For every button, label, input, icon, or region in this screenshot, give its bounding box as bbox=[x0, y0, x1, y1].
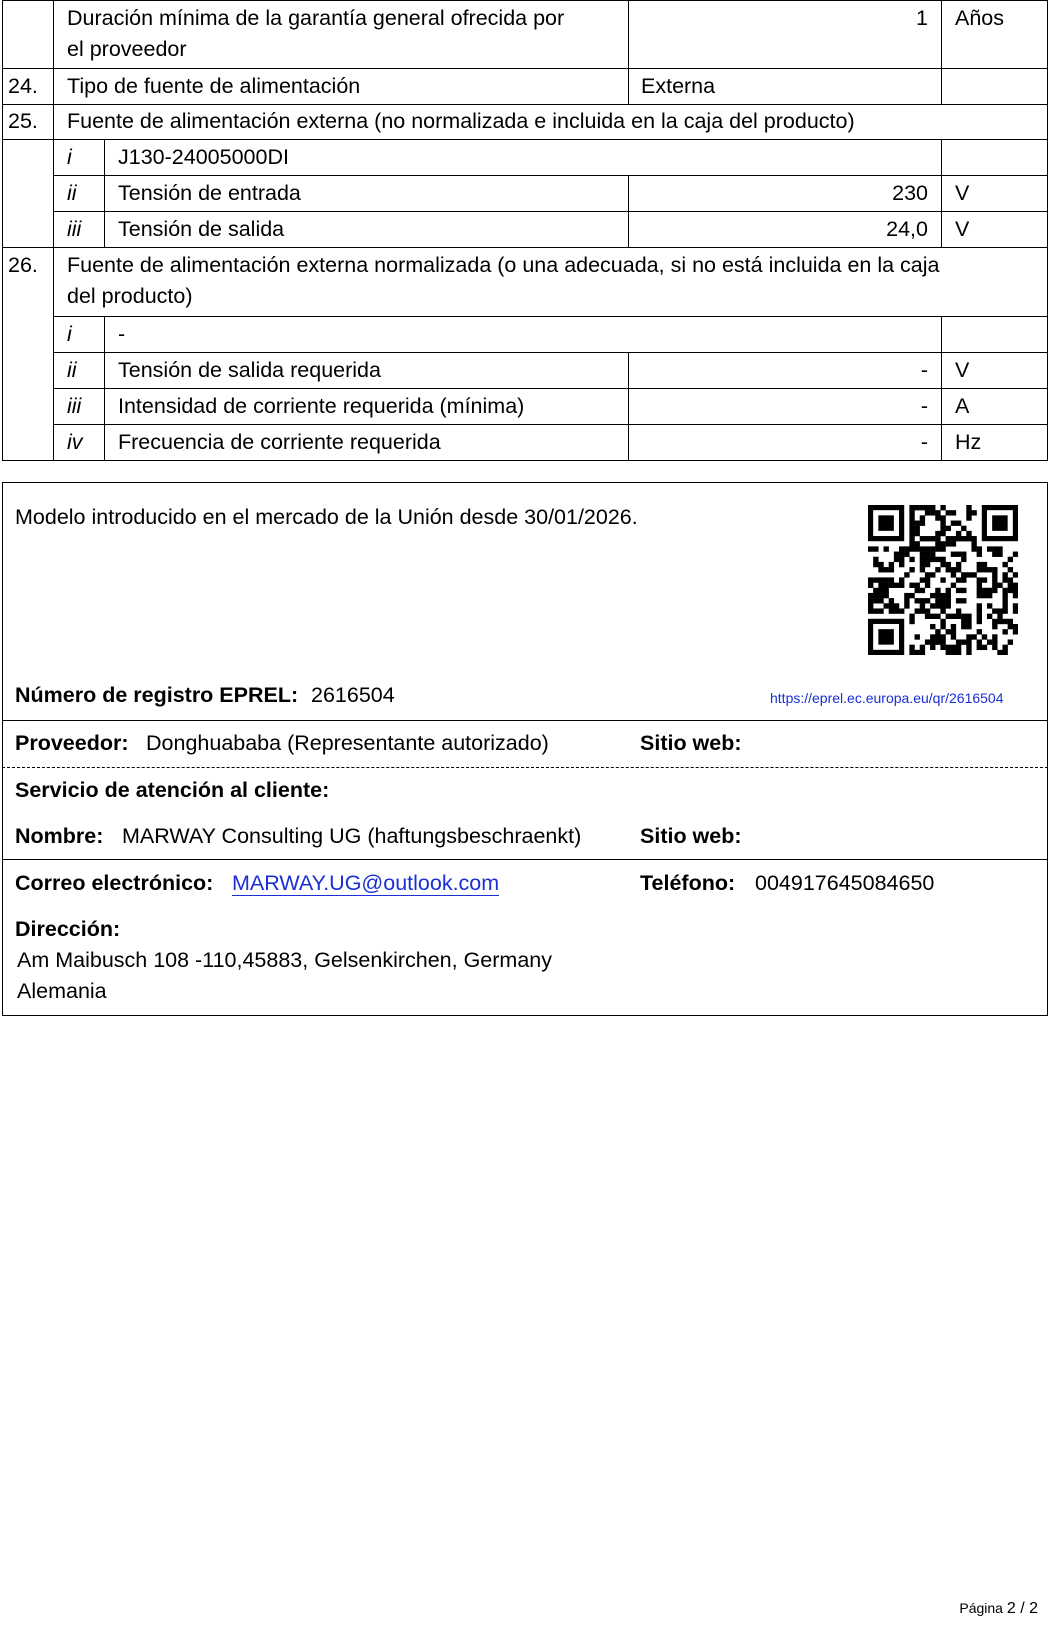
phone-label: Teléfono: bbox=[640, 871, 736, 895]
row-number-26: 26. bbox=[8, 253, 38, 277]
sub-roman: iv bbox=[67, 430, 83, 454]
input-voltage-label: Tensión de entrada bbox=[118, 181, 301, 205]
psu-model: J130-24005000DI bbox=[118, 145, 289, 169]
address-line2: Alemania bbox=[17, 979, 107, 1003]
email-label: Correo electrónico: bbox=[15, 871, 214, 895]
page-number: 2 / 2 bbox=[1006, 1600, 1038, 1617]
name-value: MARWAY Consulting UG (haftungsbeschraenkt) bbox=[122, 824, 582, 848]
required-frequency-label: Frecuencia de corriente requerida bbox=[118, 430, 441, 454]
warranty-label-line1: Duración mínima de la garantía general ofrecida por bbox=[67, 6, 565, 30]
page-label: Página bbox=[959, 1600, 1003, 1616]
input-voltage-unit: V bbox=[955, 181, 970, 205]
eprel-link[interactable]: https://eprel.ec.europa.eu/qr/2616504 bbox=[770, 690, 1004, 706]
sub-roman: ii bbox=[67, 358, 77, 382]
sub-roman: i bbox=[67, 145, 72, 169]
email-wrap bbox=[232, 868, 499, 898]
required-current-value: - bbox=[920, 394, 928, 418]
eprel-label: Número de registro EPREL: bbox=[15, 683, 299, 707]
phone-value: 004917645084650 bbox=[755, 871, 935, 895]
input-voltage-value: 230 bbox=[892, 181, 928, 205]
name-label: Nombre: bbox=[15, 824, 104, 848]
sub-roman: iii bbox=[67, 394, 82, 418]
supplier-value: Donghuababa (Representante autorizado) bbox=[146, 731, 549, 755]
required-output-voltage-label: Tensión de salida requerida bbox=[118, 358, 381, 382]
standard-psu-label-line1: Fuente de alimentación externa normalizada (o una adecuada, si no está incluida en la caja bbox=[67, 253, 940, 277]
power-supply-type-label: Tipo de fuente de alimentación bbox=[67, 74, 361, 98]
standard-psu-label-line2: del producto) bbox=[67, 284, 193, 308]
address-line1: Am Maibusch 108 -110,45883, Gelsenkirchen, Germany bbox=[17, 948, 552, 972]
supplier-website-label: Sitio web: bbox=[640, 731, 742, 755]
customer-service-label: Servicio de atención al cliente: bbox=[15, 778, 330, 802]
address-label: Dirección: bbox=[15, 917, 121, 941]
row-number-25: 25. bbox=[8, 109, 38, 133]
required-frequency-value: - bbox=[920, 430, 928, 454]
standard-psu-model: - bbox=[118, 322, 126, 346]
power-supply-type-value: Externa bbox=[641, 74, 716, 98]
eprel-number: 2616504 bbox=[311, 683, 395, 707]
row-number-24: 24. bbox=[8, 74, 38, 98]
required-frequency-unit: Hz bbox=[955, 430, 982, 454]
warranty-label-line2: el proveedor bbox=[67, 37, 187, 61]
sub-roman: i bbox=[67, 322, 72, 346]
page-indicator bbox=[959, 1598, 1038, 1619]
sub-roman: iii bbox=[67, 217, 82, 241]
eprel-qr-code-icon bbox=[868, 505, 1018, 655]
external-psu-label: Fuente de alimentación externa (no normalizada e incluida en la caja del producto) bbox=[67, 109, 855, 133]
output-voltage-unit: V bbox=[955, 217, 970, 241]
sub-roman: ii bbox=[67, 181, 77, 205]
required-current-label: Intensidad de corriente requerida (mínima) bbox=[118, 394, 525, 418]
dashed-divider bbox=[2, 767, 1048, 768]
email-link[interactable]: MARWAY.UG@outlook.com bbox=[232, 871, 500, 895]
required-current-unit: A bbox=[955, 394, 970, 418]
supplier-label: Proveedor: bbox=[15, 731, 129, 755]
output-voltage-value: 24,0 bbox=[886, 217, 928, 241]
service-website-label: Sitio web: bbox=[640, 824, 742, 848]
model-introduced-text: Modelo introducido en el mercado de la Unión desde 30/01/2026. bbox=[15, 505, 638, 529]
warranty-value: 1 bbox=[916, 6, 928, 30]
output-voltage-label: Tensión de salida bbox=[118, 217, 285, 241]
warranty-unit: Años bbox=[955, 6, 1005, 30]
required-output-voltage-unit: V bbox=[955, 358, 970, 382]
required-output-voltage-value: - bbox=[920, 358, 928, 382]
